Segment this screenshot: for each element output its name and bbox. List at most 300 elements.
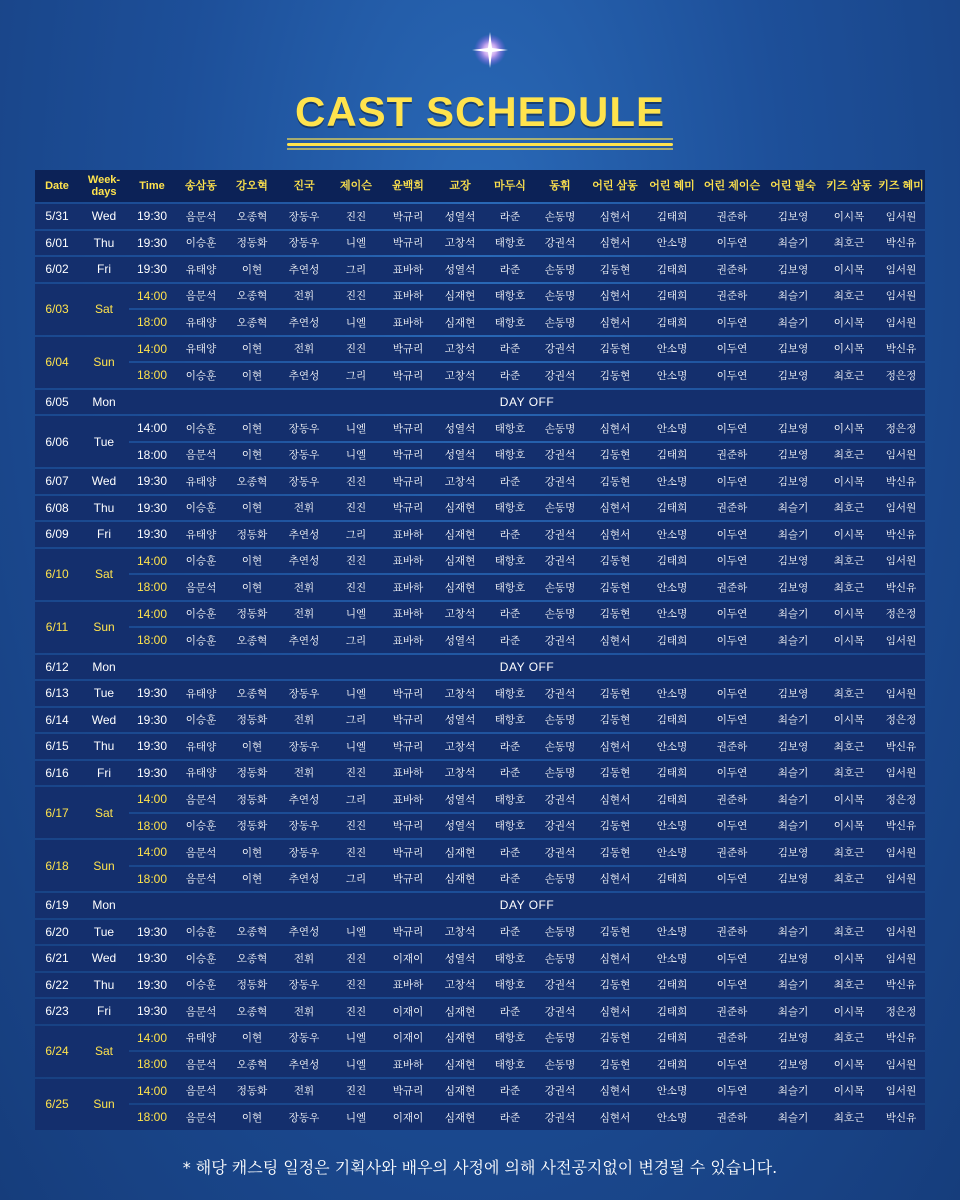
weekday-cell: Wed [79, 204, 129, 229]
date-cell: 6/02 [35, 257, 79, 282]
cast-cell: 안소명 [645, 681, 699, 706]
cast-cell: 임서원 [877, 257, 925, 282]
cast-cell: 오종혁 [227, 310, 277, 335]
cast-cell: 강권석 [535, 787, 585, 812]
table-row-dayoff [35, 893, 925, 918]
cast-cell: 강권석 [535, 231, 585, 256]
cast-cell: 권준하 [699, 284, 765, 309]
cast-cell: 최호근 [821, 734, 877, 759]
date-cell: 6/06 [35, 416, 79, 467]
cast-cell: 이두연 [699, 231, 765, 256]
cast-cell: 장동우 [277, 1026, 331, 1051]
cast-cell: 이시목 [821, 337, 877, 362]
cast-cell: 전휘 [277, 708, 331, 733]
cast-cell: 이시목 [821, 416, 877, 441]
cast-cell: 이승훈 [175, 628, 227, 653]
cast-cell: 심현서 [585, 999, 645, 1024]
table-row [35, 708, 925, 733]
table-row [35, 549, 925, 574]
footnote: * 해당 캐스팅 일정은 기획사와 배우의 사정에 의해 사전공지없이 변경될 수 있습니다. [182, 1158, 778, 1177]
cast-cell: 김태희 [645, 628, 699, 653]
cast-cell: 김보영 [765, 416, 821, 441]
time-cell: 19:30 [129, 231, 175, 256]
time-cell: 18:00 [129, 443, 175, 468]
cast-cell: 태항호 [485, 231, 535, 256]
cast-cell: 음문석 [175, 284, 227, 309]
column-header: 송삼동 [175, 170, 227, 202]
cast-cell: 권준하 [699, 496, 765, 521]
cast-cell: 임서원 [877, 867, 925, 892]
cast-cell: 장동우 [277, 469, 331, 494]
cast-cell: 심현서 [585, 522, 645, 547]
time-cell: 19:30 [129, 999, 175, 1024]
cast-cell: 장동우 [277, 443, 331, 468]
cast-cell: 태항호 [485, 973, 535, 998]
cast-cell: 강권석 [535, 973, 585, 998]
cast-cell: 이승훈 [175, 549, 227, 574]
table-row [35, 973, 925, 998]
cast-cell: 표바하 [381, 1052, 435, 1077]
cast-cell: 심재현 [435, 840, 485, 865]
table-row [35, 814, 925, 839]
weekday-cell: Tue [79, 681, 129, 706]
cast-cell: 박규리 [381, 416, 435, 441]
cast-cell: 김동현 [585, 920, 645, 945]
cast-cell: 김동현 [585, 257, 645, 282]
cast-cell: 최호근 [821, 549, 877, 574]
weekday-cell: Sun [79, 1079, 129, 1130]
cast-cell: 이시목 [821, 602, 877, 627]
table-row [35, 920, 925, 945]
cast-cell: 니엘 [331, 920, 381, 945]
cast-cell: 이시목 [821, 1052, 877, 1077]
cast-cell: 고창석 [435, 734, 485, 759]
cast-cell: 강권석 [535, 681, 585, 706]
cast-cell: 이승훈 [175, 920, 227, 945]
cast-cell: 김태희 [645, 549, 699, 574]
cast-cell: 강권석 [535, 999, 585, 1024]
cast-cell: 이두연 [699, 522, 765, 547]
date-cell: 6/10 [35, 549, 79, 600]
cast-cell: 김동현 [585, 1026, 645, 1051]
cast-cell: 고창석 [435, 231, 485, 256]
cast-cell: 라준 [485, 999, 535, 1024]
cast-cell: 임서원 [877, 840, 925, 865]
cast-cell: 임서원 [877, 443, 925, 468]
cast-cell: 김보영 [765, 1052, 821, 1077]
cast-cell: 안소명 [645, 814, 699, 839]
time-cell: 19:30 [129, 973, 175, 998]
cast-cell: 표바하 [381, 522, 435, 547]
cast-cell: 박규리 [381, 734, 435, 759]
cast-cell: 이두연 [699, 946, 765, 971]
cast-cell: 심재현 [435, 1105, 485, 1130]
time-cell: 18:00 [129, 1052, 175, 1077]
table-row [35, 1026, 925, 1051]
cast-cell: 심재현 [435, 549, 485, 574]
cast-cell: 임서원 [877, 681, 925, 706]
cast-cell: 손동명 [535, 761, 585, 786]
cast-cell: 김보영 [765, 204, 821, 229]
date-cell: 6/19 [35, 893, 79, 918]
cast-cell: 최호근 [821, 920, 877, 945]
time-cell: 18:00 [129, 628, 175, 653]
time-cell: 19:30 [129, 708, 175, 733]
cast-cell: 최슬기 [765, 1079, 821, 1104]
cast-cell: 이현 [227, 549, 277, 574]
cast-cell: 음문석 [175, 840, 227, 865]
cast-cell: 임서원 [877, 946, 925, 971]
cast-cell: 강권석 [535, 1079, 585, 1104]
cast-cell: 태항호 [485, 1026, 535, 1051]
cast-cell: 진진 [331, 946, 381, 971]
weekday-cell: Mon [79, 390, 129, 415]
cast-cell: 표바하 [381, 628, 435, 653]
cast-cell: 손동명 [535, 708, 585, 733]
cast-cell: 진진 [331, 337, 381, 362]
cast-cell: 심현서 [585, 1105, 645, 1130]
cast-cell: 강권석 [535, 469, 585, 494]
weekday-cell: Sun [79, 602, 129, 653]
cast-cell: 정동화 [227, 708, 277, 733]
cast-cell: 강권석 [535, 1105, 585, 1130]
cast-cell: 장동우 [277, 973, 331, 998]
cast-cell: 최슬기 [765, 602, 821, 627]
date-cell: 6/01 [35, 231, 79, 256]
cast-cell: 라준 [485, 257, 535, 282]
cast-cell: 진진 [331, 973, 381, 998]
cast-cell: 김태희 [645, 787, 699, 812]
time-cell: 14:00 [129, 284, 175, 309]
cast-cell: 김동현 [585, 681, 645, 706]
cast-cell: 박규리 [381, 443, 435, 468]
cast-cell: 심재현 [435, 1026, 485, 1051]
table-row [35, 231, 925, 256]
cast-cell: 이두연 [699, 708, 765, 733]
cast-cell: 박규리 [381, 814, 435, 839]
cast-cell: 안소명 [645, 734, 699, 759]
cast-cell: 박규리 [381, 681, 435, 706]
cast-cell: 최호근 [821, 840, 877, 865]
date-cell: 6/20 [35, 920, 79, 945]
cast-cell: 김동현 [585, 840, 645, 865]
cast-cell: 오종혁 [227, 681, 277, 706]
cast-cell: 표바하 [381, 310, 435, 335]
date-cell: 6/08 [35, 496, 79, 521]
cast-cell: 오종혁 [227, 284, 277, 309]
cast-cell: 박규리 [381, 920, 435, 945]
column-header: 어린 필숙 [765, 170, 821, 202]
date-cell: 6/07 [35, 469, 79, 494]
cast-cell: 고창석 [435, 681, 485, 706]
cast-cell: 진진 [331, 1079, 381, 1104]
sparkle-star-icon [470, 30, 510, 70]
cast-cell: 심현서 [585, 496, 645, 521]
cast-cell: 최슬기 [765, 496, 821, 521]
date-cell: 6/14 [35, 708, 79, 733]
cast-cell: 그리 [331, 257, 381, 282]
cast-cell: 이승훈 [175, 231, 227, 256]
cast-cell: 안소명 [645, 469, 699, 494]
cast-cell: 김동현 [585, 708, 645, 733]
cast-cell: 태항호 [485, 1052, 535, 1077]
cast-cell: 김동현 [585, 602, 645, 627]
cast-cell: 김동현 [585, 575, 645, 600]
cast-cell: 추연성 [277, 1052, 331, 1077]
weekday-cell: Fri [79, 999, 129, 1024]
cast-cell: 이시목 [821, 204, 877, 229]
cast-cell: 박규리 [381, 708, 435, 733]
table-row [35, 363, 925, 388]
cast-cell: 안소명 [645, 946, 699, 971]
column-header: 어린 삼동 [585, 170, 645, 202]
weekday-cell: Sun [79, 337, 129, 388]
cast-cell: 김보영 [765, 1026, 821, 1051]
cast-cell: 니엘 [331, 1026, 381, 1051]
cast-cell: 이시목 [821, 946, 877, 971]
cast-cell: 김동현 [585, 363, 645, 388]
cast-cell: 이두연 [699, 867, 765, 892]
time-cell: 18:00 [129, 1105, 175, 1130]
cast-cell: 정동화 [227, 787, 277, 812]
table-row [35, 946, 925, 971]
cast-cell: 이두연 [699, 814, 765, 839]
cast-cell: 손동명 [535, 1052, 585, 1077]
cast-cell: 박규리 [381, 363, 435, 388]
cast-cell: 권준하 [699, 1105, 765, 1130]
table-row [35, 1052, 925, 1077]
cast-cell: 최호근 [821, 1026, 877, 1051]
table-row-dayoff [35, 390, 925, 415]
cast-cell: 그리 [331, 522, 381, 547]
date-cell: 6/25 [35, 1079, 79, 1130]
cast-cell: 임서원 [877, 496, 925, 521]
cast-cell: 박신유 [877, 231, 925, 256]
column-header: 어린 제이슨 [699, 170, 765, 202]
cast-cell: 이두연 [699, 337, 765, 362]
cast-cell: 성열석 [435, 443, 485, 468]
cast-cell: 김태희 [645, 310, 699, 335]
cast-cell: 손동명 [535, 496, 585, 521]
cast-cell: 임서원 [877, 204, 925, 229]
cast-cell: 이두연 [699, 363, 765, 388]
cast-cell: 유태양 [175, 469, 227, 494]
cast-cell: 이시목 [821, 469, 877, 494]
time-cell: 19:30 [129, 920, 175, 945]
cast-cell: 손동명 [535, 867, 585, 892]
cast-cell: 권준하 [699, 787, 765, 812]
cast-cell: 심재현 [435, 867, 485, 892]
cast-cell: 이시목 [821, 787, 877, 812]
cast-cell: 장동우 [277, 734, 331, 759]
cast-cell: 성열석 [435, 708, 485, 733]
cast-cell: 김보영 [765, 867, 821, 892]
cast-cell: 최슬기 [765, 814, 821, 839]
cast-cell: 심재현 [435, 575, 485, 600]
cast-cell: 김보영 [765, 549, 821, 574]
cast-cell: 전휘 [277, 1079, 331, 1104]
cast-cell: 이두연 [699, 416, 765, 441]
cast-cell: 김태희 [645, 496, 699, 521]
cast-cell: 김보영 [765, 363, 821, 388]
table-row [35, 1079, 925, 1104]
cast-cell: 심현서 [585, 787, 645, 812]
cast-cell: 손동명 [535, 602, 585, 627]
cast-cell: 유태양 [175, 761, 227, 786]
cast-cell: 심재현 [435, 284, 485, 309]
cast-cell: 박신유 [877, 1105, 925, 1130]
cast-cell: 이승훈 [175, 496, 227, 521]
cast-cell: 강권석 [535, 628, 585, 653]
cast-cell: 진진 [331, 575, 381, 600]
cast-cell: 이재이 [381, 1026, 435, 1051]
time-cell: 18:00 [129, 867, 175, 892]
cast-cell: 고창석 [435, 469, 485, 494]
cast-cell: 유태양 [175, 310, 227, 335]
cast-cell: 손동명 [535, 416, 585, 441]
date-cell: 6/18 [35, 840, 79, 891]
cast-cell: 최슬기 [765, 999, 821, 1024]
column-header: 진국 [277, 170, 331, 202]
table-row [35, 337, 925, 362]
cast-cell: 태항호 [485, 549, 535, 574]
cast-cell: 이두연 [699, 602, 765, 627]
cast-cell: 태항호 [485, 496, 535, 521]
cast-cell: 강권석 [535, 522, 585, 547]
weekday-cell: Thu [79, 231, 129, 256]
cast-cell: 박규리 [381, 1079, 435, 1104]
cast-cell: 손동명 [535, 257, 585, 282]
cast-cell: 태항호 [485, 310, 535, 335]
weekday-cell: Sat [79, 284, 129, 335]
cast-cell: 김보영 [765, 575, 821, 600]
cast-cell: 김태희 [645, 973, 699, 998]
cast-cell: 심재현 [435, 496, 485, 521]
cast-cell: 권준하 [699, 734, 765, 759]
cast-cell: 라준 [485, 1105, 535, 1130]
time-cell: 19:30 [129, 734, 175, 759]
cast-cell: 안소명 [645, 337, 699, 362]
cast-cell: 성열석 [435, 814, 485, 839]
cast-cell: 심재현 [435, 999, 485, 1024]
cast-cell: 임서원 [877, 310, 925, 335]
time-cell: 19:30 [129, 496, 175, 521]
cast-cell: 임서원 [877, 761, 925, 786]
cast-cell: 전휘 [277, 999, 331, 1024]
cast-cell: 이두연 [699, 973, 765, 998]
cast-cell: 김동현 [585, 337, 645, 362]
cast-cell: 오종혁 [227, 469, 277, 494]
cast-cell: 이현 [227, 734, 277, 759]
cast-cell: 정동화 [227, 522, 277, 547]
cast-cell: 박규리 [381, 496, 435, 521]
cast-cell: 최호근 [821, 284, 877, 309]
cast-cell: 장동우 [277, 814, 331, 839]
cast-cell: 표바하 [381, 284, 435, 309]
cast-cell: 장동우 [277, 840, 331, 865]
column-header: 키즈 삼동 [821, 170, 877, 202]
cast-cell: 김동현 [585, 469, 645, 494]
table-row [35, 575, 925, 600]
table-row [35, 628, 925, 653]
cast-cell: 태항호 [485, 708, 535, 733]
cast-cell: 이현 [227, 257, 277, 282]
cast-cell: 김태희 [645, 867, 699, 892]
day-off-cell: DAY OFF [129, 390, 925, 415]
cast-cell: 태항호 [485, 681, 535, 706]
cast-cell: 니엘 [331, 231, 381, 256]
cast-cell: 박규리 [381, 867, 435, 892]
cast-cell: 고창석 [435, 973, 485, 998]
cast-cell: 전휘 [277, 946, 331, 971]
cast-cell: 최슬기 [765, 628, 821, 653]
cast-cell: 라준 [485, 734, 535, 759]
cast-cell: 심현서 [585, 231, 645, 256]
cast-cell: 라준 [485, 522, 535, 547]
cast-cell: 김보영 [765, 257, 821, 282]
cast-cell: 정은정 [877, 708, 925, 733]
cast-cell: 진진 [331, 999, 381, 1024]
time-cell: 18:00 [129, 363, 175, 388]
cast-cell: 김태희 [645, 443, 699, 468]
cast-cell: 최슬기 [765, 787, 821, 812]
cast-cell: 이현 [227, 443, 277, 468]
cast-cell: 이시목 [821, 257, 877, 282]
cast-cell: 심현서 [585, 310, 645, 335]
cast-cell: 이현 [227, 496, 277, 521]
cast-cell: 정은정 [877, 787, 925, 812]
table-row [35, 787, 925, 812]
cast-cell: 이현 [227, 840, 277, 865]
column-header: Time [129, 170, 175, 202]
weekday-cell: Sun [79, 840, 129, 891]
cast-cell: 안소명 [645, 920, 699, 945]
weekday-cell: Wed [79, 469, 129, 494]
cast-cell: 이승훈 [175, 708, 227, 733]
cast-cell: 성열석 [435, 257, 485, 282]
cast-cell: 그리 [331, 363, 381, 388]
cast-cell: 이승훈 [175, 363, 227, 388]
cast-cell: 김동현 [585, 1052, 645, 1077]
cast-cell: 박규리 [381, 204, 435, 229]
cast-cell: 라준 [485, 628, 535, 653]
cast-cell: 음문석 [175, 999, 227, 1024]
cast-cell: 최호근 [821, 973, 877, 998]
cast-cell: 강권석 [535, 814, 585, 839]
cast-cell: 이시목 [821, 628, 877, 653]
cast-cell: 이재이 [381, 999, 435, 1024]
cast-cell: 표바하 [381, 787, 435, 812]
cast-cell: 이현 [227, 363, 277, 388]
cast-cell: 손동명 [535, 734, 585, 759]
cast-cell: 그리 [331, 867, 381, 892]
time-cell: 19:30 [129, 681, 175, 706]
cast-cell: 니엘 [331, 416, 381, 441]
date-cell: 6/04 [35, 337, 79, 388]
cast-cell: 전휘 [277, 575, 331, 600]
cast-cell: 이두연 [699, 681, 765, 706]
cast-cell: 라준 [485, 867, 535, 892]
cast-cell: 정동화 [227, 973, 277, 998]
cast-cell: 최호근 [821, 363, 877, 388]
cast-cell: 손동명 [535, 204, 585, 229]
time-cell: 19:30 [129, 946, 175, 971]
cast-cell: 음문석 [175, 575, 227, 600]
cast-cell: 이현 [227, 1026, 277, 1051]
cast-cell: 추연성 [277, 310, 331, 335]
column-header: 마두식 [485, 170, 535, 202]
cast-cell: 전휘 [277, 602, 331, 627]
